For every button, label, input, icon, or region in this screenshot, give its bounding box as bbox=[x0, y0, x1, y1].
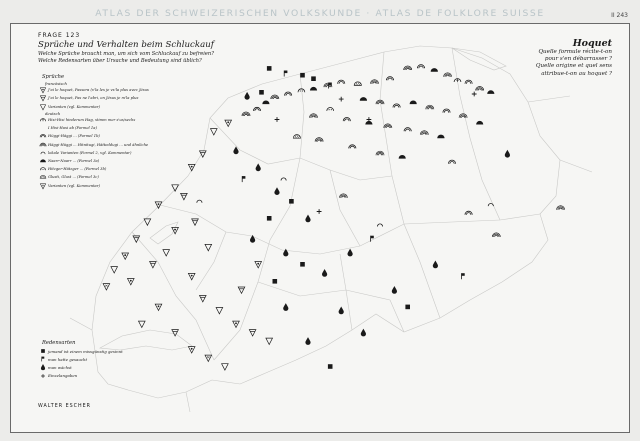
map-mark-arc-triple bbox=[404, 66, 412, 70]
legend-group-label: deutsch bbox=[45, 110, 61, 116]
legend-entry bbox=[38, 103, 168, 111]
map-mark-arc-double bbox=[285, 92, 292, 96]
legend-entry bbox=[38, 157, 168, 165]
map-mark-drop bbox=[339, 307, 344, 315]
legend-entry-label: Varianten (vgl. Kommentar) bbox=[48, 104, 100, 109]
question-fr-1: Quelle formule récite-t-on bbox=[538, 49, 612, 55]
map-mark-tri-open bbox=[163, 250, 170, 256]
map-mark-arc-triple bbox=[271, 95, 279, 99]
map-mark-drop bbox=[348, 249, 353, 257]
map-mark-arc-double bbox=[465, 211, 472, 215]
map-mark-arc-small bbox=[197, 200, 202, 203]
legend-entry-label: man hatte gesaucht bbox=[48, 356, 88, 362]
map-mark-tri-star bbox=[205, 355, 212, 361]
legend-arc-dots-icon bbox=[38, 165, 48, 173]
legend-entry-label: jemand ist einem missgünstig gesinnt bbox=[48, 348, 123, 354]
legend-entry-label: Einzelangaben bbox=[48, 373, 78, 379]
atlas-title: ATLAS DER SCHWEIZERISCHEN VOLKSKUNDE · ATLAS DE FOLKLORE SUISSE bbox=[95, 8, 545, 19]
map-mark-arc-double bbox=[253, 107, 260, 111]
map-mark-tri-dot bbox=[225, 120, 232, 126]
canton-border bbox=[340, 254, 352, 330]
map-mark-square bbox=[328, 364, 333, 369]
legend-entry bbox=[38, 165, 168, 173]
map-mark-arc-double bbox=[349, 145, 356, 149]
map-mark-tri-open bbox=[139, 321, 146, 327]
map-mark-tri-open bbox=[211, 129, 218, 135]
map-mark-arc-double bbox=[417, 65, 424, 69]
legend-entry-label: J'ai le hoquet, Passera (v'la les je vx'la plus avec Jésus bbox=[48, 88, 149, 93]
map-mark-arc-dots bbox=[327, 108, 334, 111]
map-mark-arc-small bbox=[488, 204, 493, 207]
map-mark-arc-double bbox=[386, 77, 393, 81]
map-mark-tri-open bbox=[266, 338, 273, 344]
map-symbols bbox=[103, 65, 564, 370]
legend-drop-icon bbox=[38, 363, 48, 371]
map-mark-plus bbox=[367, 117, 372, 122]
map-mark-arc-filled bbox=[410, 101, 417, 105]
map-mark-square bbox=[289, 199, 294, 204]
question-fr-3: Quelle origine et quel sens bbox=[535, 63, 612, 70]
map-mark-arc-triple bbox=[315, 138, 323, 142]
map-mark-tri-bar bbox=[150, 262, 157, 268]
map-mark-flag bbox=[462, 273, 465, 279]
map-mark-tri-star bbox=[103, 284, 110, 290]
legend-group-french bbox=[38, 86, 168, 111]
map-mark-tri-bar bbox=[249, 330, 256, 336]
legend-entry-label: Varianten (vgl. Kommentar) bbox=[48, 183, 100, 188]
legend-entry bbox=[38, 124, 168, 132]
map-mark-arc-triple bbox=[420, 131, 428, 135]
legend-entry bbox=[38, 173, 168, 181]
canton-border bbox=[160, 205, 540, 254]
legend-tri-star-icon bbox=[38, 182, 48, 190]
map-mark-drop bbox=[245, 92, 250, 100]
map-mark-drop bbox=[361, 329, 366, 337]
legend-heading: Sprüche bbox=[42, 74, 65, 80]
map-mark-arc-filled bbox=[431, 68, 438, 72]
map-title-de: Sprüche und Verhalten beim Schluckauf bbox=[38, 40, 214, 50]
map-mark-arc-hatch bbox=[293, 135, 300, 139]
canton-border bbox=[330, 170, 360, 246]
map-mark-arc-triple bbox=[339, 194, 347, 198]
map-mark-arc-triple bbox=[459, 114, 467, 118]
map-mark-tri-open bbox=[205, 244, 212, 250]
question-fr-2: pour s'en débarrasser ? bbox=[544, 56, 612, 63]
legend-entry bbox=[38, 181, 168, 189]
legend-group-sayings bbox=[38, 347, 168, 380]
map-mark-tri-open bbox=[111, 267, 118, 273]
map-mark-drop bbox=[283, 249, 288, 257]
legend-entry-label: Glusti, Glust ... (Formel 3c) bbox=[48, 175, 99, 180]
map-mark-arc-filled bbox=[487, 90, 494, 94]
question-fr-4: attribue-t-on au hoquet ? bbox=[541, 70, 612, 77]
canton-border bbox=[380, 52, 440, 318]
legend-entry-label: I Hixi-Haxi ab (Formel 1a) bbox=[48, 126, 97, 131]
map-mark-tri-bar bbox=[200, 296, 207, 302]
legend-entry bbox=[38, 116, 168, 124]
map-mark-plus bbox=[317, 209, 322, 214]
map-mark-arc-cross bbox=[454, 79, 461, 82]
map-mark-arc-filled bbox=[437, 135, 444, 139]
map-mark-square bbox=[259, 90, 264, 95]
map-mark-drop bbox=[392, 286, 397, 294]
map-mark-tri-bar bbox=[238, 287, 245, 293]
map-mark-arc-triple bbox=[376, 151, 384, 155]
canton-border bbox=[258, 282, 404, 332]
map-mark-arc-double bbox=[338, 80, 345, 84]
map-mark-drop bbox=[256, 163, 261, 171]
map-mark-arc-double bbox=[393, 104, 400, 108]
map-mark-square bbox=[405, 305, 410, 310]
map-mark-arc-triple bbox=[371, 80, 379, 84]
legend-plus-icon bbox=[38, 372, 48, 380]
map-mark-tri-dot bbox=[128, 279, 135, 285]
map-mark-arc-triple bbox=[492, 233, 500, 237]
legend-entry-label: Häggi-Häggi ... Hitnitugi, Hätteddugi ... und ähnliche bbox=[48, 142, 149, 147]
legend-entry bbox=[38, 86, 168, 94]
map-mark-tri-open bbox=[144, 219, 151, 225]
map-mark-square bbox=[267, 216, 272, 221]
map-mark-flag bbox=[242, 176, 245, 182]
map-mark-arc-triple bbox=[444, 73, 452, 77]
map-mark-drop bbox=[433, 261, 438, 269]
map-mark-arc-small bbox=[377, 224, 382, 227]
lake-neuchatel bbox=[150, 222, 178, 244]
legend-entry bbox=[38, 149, 168, 157]
legend-redensarten bbox=[38, 340, 168, 380]
map-mark-tri-bar bbox=[192, 219, 199, 225]
question-de-2: Welche Redensarten über Ursache und Bedeutung sind üblich? bbox=[38, 58, 202, 64]
legend-heading: Redensarten bbox=[42, 340, 76, 346]
map-mark-arc-filled bbox=[476, 121, 483, 125]
canton-border bbox=[452, 48, 500, 220]
map-mark-arc-small bbox=[281, 178, 286, 181]
map-mark-plus bbox=[275, 117, 280, 122]
map-mark-tri-open bbox=[216, 308, 223, 314]
legend-entry-label: Hitzger-Hätzger ... (Formel 3b) bbox=[48, 167, 107, 172]
lake-constance bbox=[452, 48, 506, 70]
legend-entry-label: Naarr-Naarr ... (Formel 3a) bbox=[48, 159, 100, 163]
legend-entry-label: Hixi-Hixi hinderum Hag, stimm mer s'us/sechs bbox=[48, 118, 136, 123]
legend-square-icon bbox=[38, 347, 48, 355]
map-mark-arc-double bbox=[448, 160, 455, 164]
map-mark-flag bbox=[371, 236, 374, 242]
legend-entry-label: J'ai le hoquet, Pas ne l'abri, on Jésus je m'la plus bbox=[48, 96, 139, 101]
legend-entry-label: man wächst bbox=[48, 364, 72, 370]
map-mark-drop bbox=[305, 337, 310, 345]
map-mark-square bbox=[300, 73, 305, 78]
map-mark-plus bbox=[339, 97, 344, 102]
legend-arc-triple-icon bbox=[38, 141, 48, 149]
legend-sprueche bbox=[38, 74, 168, 190]
legend-entry bbox=[38, 347, 168, 355]
legend-arc-small-icon bbox=[38, 149, 48, 157]
map-mark-drop bbox=[283, 303, 288, 311]
legend-arc-double-icon bbox=[38, 132, 48, 140]
map-mark-tri-dot bbox=[188, 273, 195, 279]
map-mark-plus bbox=[472, 92, 477, 97]
legend-arc-filled-icon bbox=[38, 157, 48, 165]
map-mark-arc-triple bbox=[242, 112, 250, 116]
map-mark-square bbox=[311, 76, 316, 81]
map-mark-arc-triple bbox=[557, 206, 565, 210]
map-mark-arc-filled bbox=[310, 87, 317, 91]
map-title-fr: Hoquet bbox=[572, 38, 612, 49]
author-credit: WALTER ESCHER bbox=[38, 404, 91, 409]
legend-tri-open-icon bbox=[38, 103, 48, 111]
map-mark-arc-triple bbox=[476, 87, 484, 91]
legend-entry bbox=[38, 372, 168, 380]
map-mark-drop bbox=[505, 150, 510, 158]
sheet-number: II 243 bbox=[611, 12, 628, 19]
legend-group-label: französisch bbox=[45, 81, 67, 86]
legend-group-german bbox=[38, 116, 168, 190]
legend-entry bbox=[38, 363, 168, 371]
question-number: FRAGE 123 bbox=[38, 32, 81, 39]
legend-tri-dot-icon bbox=[38, 86, 48, 94]
map-mark-arc-triple bbox=[310, 114, 318, 118]
legend-entry bbox=[38, 94, 168, 102]
map-mark-arc-hatch bbox=[354, 82, 361, 86]
map-mark-tri-open bbox=[172, 185, 179, 191]
map-mark-arc-filled bbox=[262, 101, 269, 105]
map-mark-square bbox=[273, 279, 278, 284]
legend-entry bbox=[38, 355, 168, 363]
question-de-1: Welche Sprüche braucht man, um sich vom Schluckauf zu befreien? bbox=[38, 51, 214, 57]
map-mark-flag bbox=[284, 71, 287, 77]
legend-entry-label: Hüggi-Häggi ... (Formel 1b) bbox=[48, 134, 100, 139]
legend-arc-half-icon bbox=[38, 124, 48, 132]
map-mark-drop bbox=[305, 215, 310, 223]
legend-flag-icon bbox=[38, 355, 48, 363]
legend-tri-bar-icon bbox=[38, 94, 48, 102]
map-mark-square bbox=[267, 66, 272, 71]
map-mark-arc-triple bbox=[384, 124, 392, 128]
map-mark-arc-double bbox=[465, 80, 472, 84]
map-mark-arc-triple bbox=[426, 105, 434, 109]
map-mark-arc-double bbox=[343, 118, 350, 122]
map-mark-drop bbox=[274, 187, 279, 195]
map-mark-tri-dot bbox=[233, 321, 240, 327]
map-mark-arc-filled bbox=[360, 97, 367, 101]
map-mark-tri-open bbox=[222, 364, 229, 370]
legend-arc-hatch-icon bbox=[38, 173, 48, 181]
legend-entry bbox=[38, 141, 168, 149]
map-mark-arc-double bbox=[404, 128, 411, 132]
canton-border bbox=[196, 232, 226, 290]
legend-entry-label: lokale Varianten (Formel 2, vgl. Kommentar) bbox=[48, 150, 132, 155]
canton-border bbox=[214, 74, 304, 360]
legend-entry bbox=[38, 132, 168, 140]
map-mark-drop bbox=[322, 269, 327, 277]
map-mark-square bbox=[300, 262, 305, 267]
map-mark-tri-dot bbox=[188, 347, 195, 353]
legend-arc-cross-icon bbox=[38, 116, 48, 124]
map-mark-tri-bar bbox=[181, 193, 188, 199]
map-mark-tri-dot bbox=[122, 253, 129, 259]
map-mark-arc-double bbox=[443, 109, 450, 113]
map-mark-arc-filled bbox=[399, 155, 406, 159]
map-mark-tri-dot bbox=[255, 262, 262, 268]
map-mark-tri-dot bbox=[155, 304, 162, 310]
